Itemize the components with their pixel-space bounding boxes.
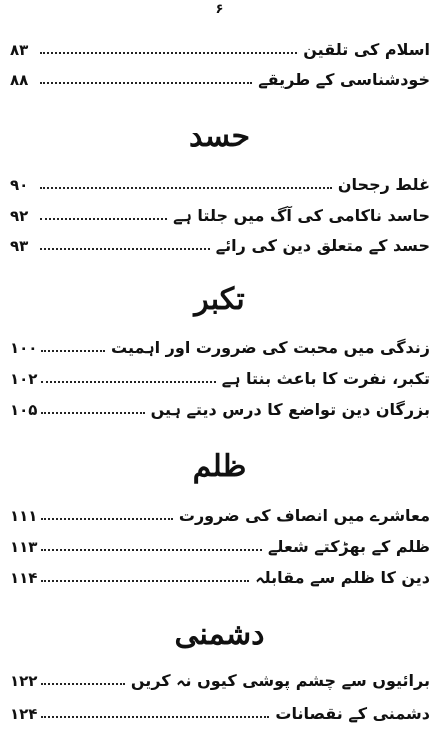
toc-entry-title: ظلم کے بھڑکتے شعلے <box>268 537 430 556</box>
section-heading: تکبر <box>194 282 245 317</box>
dot-leader <box>40 51 297 54</box>
toc-entry-page: ۹۲ <box>10 207 29 225</box>
dot-leader <box>41 380 215 383</box>
toc-entry <box>10 228 430 254</box>
toc-entry-page: ۸۳ <box>10 41 29 59</box>
toc-entry <box>10 498 430 524</box>
section-heading: حسد <box>188 119 251 154</box>
dot-leader <box>40 217 167 220</box>
toc-entry-title: تکبر، نفرت کا باعث بنتا ہے <box>221 369 430 388</box>
toc-entry <box>10 32 430 58</box>
dot-leader <box>41 682 124 685</box>
toc-entry-title: غلط رجحان <box>337 175 430 194</box>
toc-entry <box>10 167 430 193</box>
toc-entry <box>10 198 430 224</box>
toc-entry <box>10 392 430 418</box>
dot-leader <box>41 548 262 551</box>
section-heading: دشمنی <box>174 617 265 652</box>
dot-leader <box>40 81 252 84</box>
toc-entry-title: خودشناسی کے طریقے <box>258 70 430 89</box>
toc-entry-title: بزرگان دین تواضع کا درس دیتے ہیں <box>150 400 430 419</box>
toc-entry-page: ۱۰۲ <box>10 370 38 388</box>
toc-entry-page: ۱۲۴ <box>10 705 38 723</box>
toc-entry <box>10 330 430 356</box>
toc-entry-page: ۹۳ <box>10 237 29 255</box>
toc-entry-title: زندگی میں محبت کی ضرورت اور اہمیت <box>111 338 430 357</box>
toc-entry-title: حاسد ناکامی کی آگ میں جلتا ہے <box>173 206 430 225</box>
toc-entry <box>10 529 430 555</box>
dot-leader <box>41 579 249 582</box>
toc-entry-page: ۱۱۳ <box>10 538 38 556</box>
toc-entry-title: حسد کے متعلق دین کی رائے <box>215 236 430 255</box>
toc-entry <box>10 663 430 689</box>
dot-leader <box>41 715 269 718</box>
toc-entry-title: دشمنی کے نقصانات <box>275 704 430 723</box>
toc-entry-title: دین کا ظلم سے مقابلہ <box>255 568 430 587</box>
toc-entry <box>10 62 430 88</box>
toc-entry <box>10 696 430 722</box>
toc-entry <box>10 361 430 387</box>
section-heading: ظلم <box>192 449 247 484</box>
toc-entry-page: ۱۲۲ <box>10 672 38 690</box>
dot-leader <box>41 517 172 520</box>
page-number: ۶ <box>215 2 224 17</box>
dot-leader <box>41 349 105 352</box>
toc-entry <box>10 560 430 586</box>
toc-entry-title: معاشرے میں انصاف کی ضرورت <box>178 506 430 525</box>
toc-entry-page: ۱۰۰ <box>10 339 38 357</box>
toc-entry-page: ۹۰ <box>10 176 29 194</box>
dot-leader <box>40 186 332 189</box>
toc-entry-page: ۸۸ <box>10 71 29 89</box>
toc-entry-title: برائیوں سے چشم پوشی کیوں نہ کریں <box>130 671 430 690</box>
toc-entry-title: اسلام کی تلقین <box>303 40 430 59</box>
toc-entry-page: ۱۰۵ <box>10 401 38 419</box>
toc-entry-page: ۱۱۱ <box>10 507 38 525</box>
dot-leader <box>41 411 144 414</box>
toc-entry-page: ۱۱۴ <box>10 569 38 587</box>
dot-leader <box>40 247 210 250</box>
